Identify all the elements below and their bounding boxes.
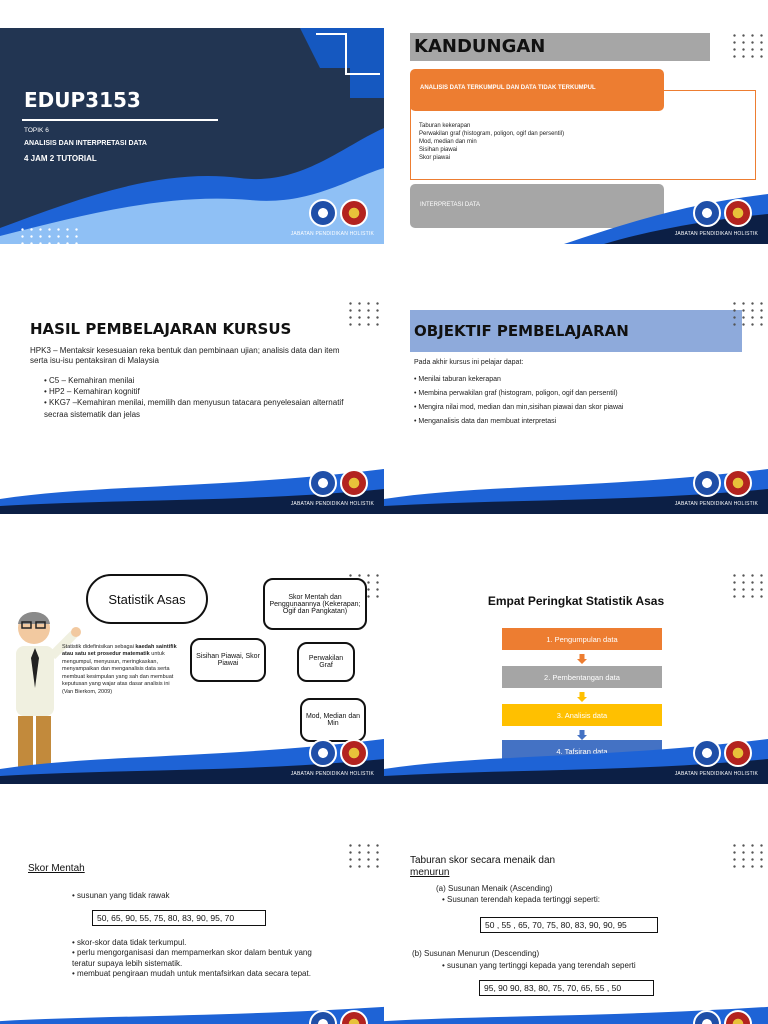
objective-item: • Mengira nilai mod, median dan min,sisihan piawai dan skor piawai <box>414 401 754 415</box>
bullet-item: • Susunan terendah kepada tertinggi seperti: <box>442 895 600 904</box>
section1-list <box>419 122 564 162</box>
item: Mod, median dan min <box>419 139 477 146</box>
logos <box>693 469 752 497</box>
objective-intro: Pada akhir kursus ini pelajar dapat: <box>414 359 524 366</box>
logos <box>309 1010 368 1024</box>
slide2-title: KANDUNGAN <box>414 36 546 57</box>
slide-objectives[interactable] <box>384 298 768 514</box>
outcome-intro: HPK3 – Mentaksir kesesuaian reka bentuk dan pembinaan ujian; analisis data dan item serta isu-isu pentaksiran di Malaysia <box>30 346 340 366</box>
campus-logo <box>724 1010 752 1024</box>
arrow-down-icon <box>577 654 587 664</box>
campus-logo <box>340 1010 368 1024</box>
dot-pattern <box>346 842 384 870</box>
slide-raw-scores[interactable] <box>0 838 384 1024</box>
slide4-title: OBJEKTIF PEMBELAJARAN <box>414 322 629 340</box>
footer-text: JABATAN PENDIDIKAN HOLISTIK <box>674 501 758 507</box>
dot-pattern <box>730 842 768 870</box>
slide6-title: Empat Peringkat Statistik Asas <box>487 594 665 608</box>
descending-data-box: 95, 90 90, 83, 80, 75, 70, 65, 55 , 50 <box>479 980 654 996</box>
item: Sisihan piawai <box>419 147 458 154</box>
concept-std-dev: Sisihan Piawai, Skor Piawai <box>190 638 266 682</box>
footer-text: JABATAN PENDIDIKAN HOLISTIK <box>290 501 374 507</box>
item: Perwakilan graf (histogram, poligon, ogif dan persentil) <box>419 131 565 138</box>
campus-logo <box>340 199 368 227</box>
step-presentation: 2. Pembentangan data <box>502 666 662 688</box>
dot-pattern <box>730 300 768 328</box>
step-interpretation: 4. Tafsiran data <box>502 740 662 762</box>
slide7-title: Skor Mentah <box>28 863 85 874</box>
step-analysis: 3. Analisis data <box>502 704 662 726</box>
raw-data-box: 50, 65, 90, 55, 75, 80, 83, 90, 95, 70 <box>92 910 266 926</box>
outcome-item: • C5 – Kemahiran menilai <box>44 375 344 386</box>
campus-logo <box>340 469 368 497</box>
cloud-statistik-asas: Statistik Asas <box>86 574 208 624</box>
slide8-title <box>410 855 555 879</box>
title-line: menurun <box>410 867 450 878</box>
section2-header: INTERPRETASI DATA <box>410 184 664 228</box>
objective-item: • Membina perwakilan graf (histogram, poligon, ogif dan persentil) <box>414 387 754 401</box>
raw-bullet <box>72 891 170 900</box>
campus-logo <box>724 199 752 227</box>
dot-pattern <box>730 32 768 60</box>
slide-contents[interactable] <box>384 28 768 244</box>
dot-pattern <box>346 300 384 328</box>
concept-graph: Perwakilan Graf <box>297 642 355 682</box>
bullet-item: • perlu mengorganisasi dan mempamerkan skor dalam bentuk yang teratur supaya lebih sistematik. <box>72 948 322 969</box>
logos <box>693 1010 752 1024</box>
institute-logo <box>693 1010 721 1024</box>
definition-text: untuk mengumpul, menyusun, meringkaskan, menyampaikan dan menganalisis data serta membuat kesimpulan yang sah dan membuat keputusan yang wajar atas dasar analisis ini (Van Bierkom, 2009) <box>62 651 174 695</box>
topic-label: TOPIK 6 <box>24 127 49 134</box>
institute-logo <box>309 1010 337 1024</box>
item: Skor piawai <box>419 155 451 162</box>
slide-distribution[interactable] <box>384 838 768 1024</box>
section1-header: ANALISIS DATA TERKUMPUL DAN DATA TIDAK TERKUMPUL <box>410 69 664 111</box>
outcome-item: • HP2 – Kemahiran kognitif <box>44 386 344 397</box>
objective-item: • Menganalisis data dan membuat interpretasi <box>414 415 754 429</box>
campus-logo <box>724 469 752 497</box>
institute-logo <box>309 469 337 497</box>
objective-item: • Menilai taburan kekerapan <box>414 373 754 387</box>
outcome-item: • KKG7 –Kemahiran menilai, memilih dan menyusun tatacara penyelesaian alternatif secraa sistematik dan jelas <box>44 397 344 419</box>
footer-text: JABATAN PENDIDIKAN HOLISTIK <box>674 231 758 237</box>
bullet-item: • skor-skor data tidak terkumpul. <box>72 938 322 948</box>
statistics-definition <box>62 644 182 696</box>
logos <box>693 199 752 227</box>
concept-raw-scores: Skor Mentah dan Penggunaannya (Kekerapan; Ogif dan Pangkatan) <box>263 578 367 630</box>
footer-text: JABATAN PENDIDIKAN HOLISTIK <box>290 231 374 237</box>
hours-label: 4 JAM 2 TUTORIAL <box>24 154 97 163</box>
ascending-bullet <box>442 895 600 904</box>
footer-text: JABATAN PENDIDIKAN HOLISTIK <box>290 771 374 777</box>
slide-course-outcomes[interactable] <box>0 298 384 514</box>
topic-subtitle: ANALISIS DAN INTERPRETASI DATA <box>24 140 147 147</box>
footer-text: JABATAN PENDIDIKAN HOLISTIK <box>674 771 758 777</box>
campus-logo <box>340 739 368 767</box>
ascending-data-box: 50 , 55 , 65, 70, 75, 80, 83, 90, 90, 95 <box>480 917 658 933</box>
ascending-label: (a) Susunan Menaik (Ascending) <box>436 884 553 893</box>
bullet-item: • susunan yang tertinggi kepada yang terendah seperti <box>442 961 672 971</box>
objective-list <box>414 373 754 429</box>
institute-logo <box>309 199 337 227</box>
arrow-down-icon <box>577 692 587 702</box>
step-collection: 1. Pengumpulan data <box>502 628 662 650</box>
slide-title[interactable] <box>0 28 384 244</box>
institute-logo <box>693 469 721 497</box>
raw-bullet-list <box>72 938 322 980</box>
logos <box>693 739 752 767</box>
concept-central: Mod, Median dan Min <box>300 698 366 742</box>
item: Taburan kekerapan <box>419 123 471 129</box>
definition-emphasis: kaedah saintifik atau satu set prosedur matematik <box>62 644 177 658</box>
bullet-item: • susunan yang tidak rawak <box>72 891 170 900</box>
slide-basic-statistics[interactable] <box>0 568 384 784</box>
institute-logo <box>693 739 721 767</box>
definition-text: Statistik didefinisikan sebagai <box>62 644 136 650</box>
slide-four-stages[interactable] <box>384 568 768 784</box>
descending-label: (b) Susunan Menurun (Descending) <box>412 949 540 958</box>
logos <box>309 199 368 227</box>
bullet-item: • membuat pengiraan mudah untuk mentafsirkan data secara tepat. <box>72 969 322 979</box>
campus-logo <box>724 739 752 767</box>
logos <box>309 469 368 497</box>
title-line: Taburan skor secara menaik dan <box>410 855 556 866</box>
descending-bullet <box>442 961 672 971</box>
outcome-list <box>44 375 344 420</box>
institute-logo <box>693 199 721 227</box>
title-underline <box>22 119 218 121</box>
course-code: EDUP3153 <box>24 88 141 112</box>
institute-logo <box>309 739 337 767</box>
slide3-title: HASIL PEMBELAJARAN KURSUS <box>30 320 292 338</box>
logos <box>309 739 368 767</box>
dot-pattern <box>18 226 78 244</box>
